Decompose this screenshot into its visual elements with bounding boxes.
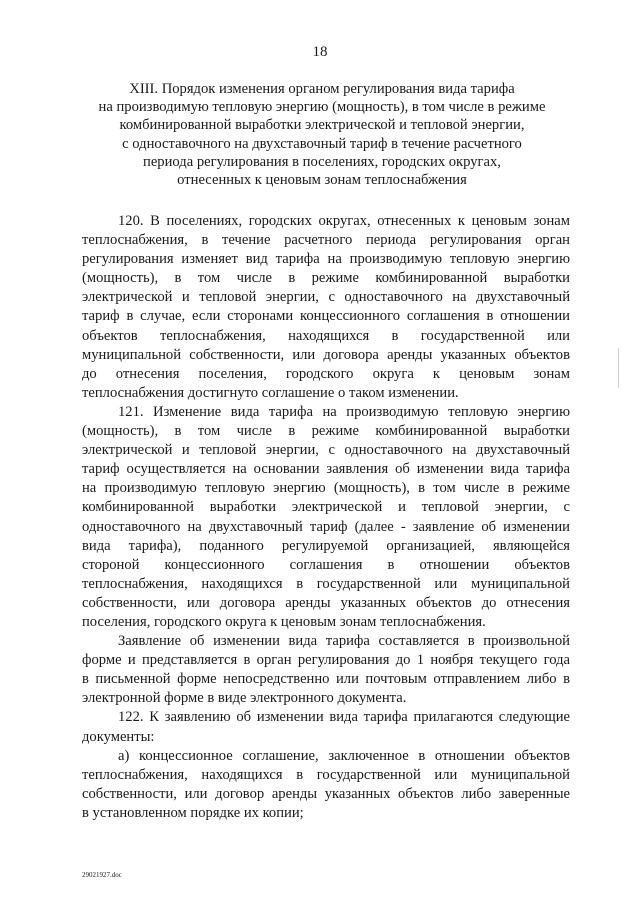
text-line: 122. К заявлению об изменении вида тарифа прилагаются следующие (118, 709, 570, 726)
heading-line: с одноставочного на двухставочный тариф в течение расчетного (122, 135, 522, 152)
heading-line: отнесенных к ценовым зонам теплоснабжения (177, 172, 467, 189)
text-line: до отнесения поселения, городского округа к ценовым зонам (82, 365, 570, 382)
paragraph-122 (82, 708, 570, 746)
text-line: (мощность), в том числе в режиме комбинированной выработки (82, 270, 570, 287)
heading-line: на производимую тепловую энергию (мощность), в том числе в режиме (98, 99, 546, 116)
text-line: 120. В поселениях, городских округах, отнесенных к ценовым зонам (118, 213, 570, 229)
text-line: теплоснабжения, в течение расчетного периода регулирования орган (82, 232, 570, 249)
text-line: объектов теплоснабжения, находящихся в государственной или (82, 327, 570, 344)
scan-margin-mark (618, 348, 619, 388)
text-line: 121. Изменение вида тарифа на производимую тепловую энергию (118, 403, 570, 420)
text-line: теплоснабжения достигнуто соглашение о таком изменении. (82, 384, 459, 401)
heading-line: комбинированной выработки электрической и тепловой энергии, (119, 117, 525, 134)
text-line: в письменной форме непосредственно или почтовым отправлением либо в (82, 671, 570, 688)
heading-line: периода регулирования в поселениях, городских округах, (143, 153, 501, 170)
text-line: комбинированной выработки электрической и тепловой энергии, с (82, 499, 570, 516)
paragraph-121 (82, 403, 570, 632)
text-line: Заявление об изменении вида тарифа составляется в произвольной (118, 633, 570, 650)
text-line: вида тарифа), поданного регулируемой организацией, являющейся (82, 537, 570, 554)
text-line: электрической и тепловой энергии, с одноставочного на двухставочный (82, 289, 570, 306)
text-line: поселения, городского округа к ценовым зонам теплоснабжения. (82, 613, 486, 630)
text-line: электронной форме в виде электронного документа. (82, 690, 407, 707)
text-line: регулирования изменяет вид тарифа на производимую тепловую энергию (82, 251, 570, 268)
text-line: а) концессионное соглашение, заключенное в отношении объектов (118, 747, 570, 764)
paragraph-120 (82, 212, 570, 403)
text-line: теплоснабжения, находящихся в государственной или муниципальной (82, 766, 570, 783)
text-line: (мощность), в том числе в режиме комбинированной выработки (82, 423, 570, 440)
text-line: на производимую тепловую энергию (мощность), в том числе в режиме (82, 480, 570, 497)
text-line: в установленном порядке их копии; (82, 804, 304, 821)
paragraph-122-a (82, 747, 570, 823)
text-line: собственности, или договор аренды указанных объектов либо заверенные (82, 785, 570, 802)
text-line: тариф в случае, если сторонами концессионного соглашения в отношении (82, 308, 570, 325)
text-line: документы: (82, 728, 155, 745)
page-number: 18 (312, 44, 328, 60)
section-heading (80, 80, 564, 189)
footer-filename: 29021927.doc (82, 871, 122, 879)
text-line: тариф осуществляется на основании заявления об изменении вида тарифа (82, 461, 570, 478)
text-line: теплоснабжения, находящихся в государственной или муниципальной (82, 575, 570, 592)
text-line: стороной концессионного соглашения в отношении объектов (82, 556, 570, 573)
text-line: электрической и тепловой энергии, с одноставочного на двухставочный (82, 442, 570, 459)
text-line: собственности, или договора аренды указанных объектов до отнесения (82, 594, 570, 611)
text-line: одноставочного на двухставочный тариф (далее - заявление об изменении (82, 518, 570, 535)
text-line: муниципальной собственности, или договора аренды указанных объектов (82, 346, 570, 363)
document-body (82, 212, 570, 823)
heading-line: XIII. Порядок изменения органом регулирования вида тарифа (129, 81, 515, 97)
text-line: форме и представляется в орган регулирования до 1 ноября текущего года (82, 652, 570, 669)
paragraph-application (82, 632, 570, 708)
